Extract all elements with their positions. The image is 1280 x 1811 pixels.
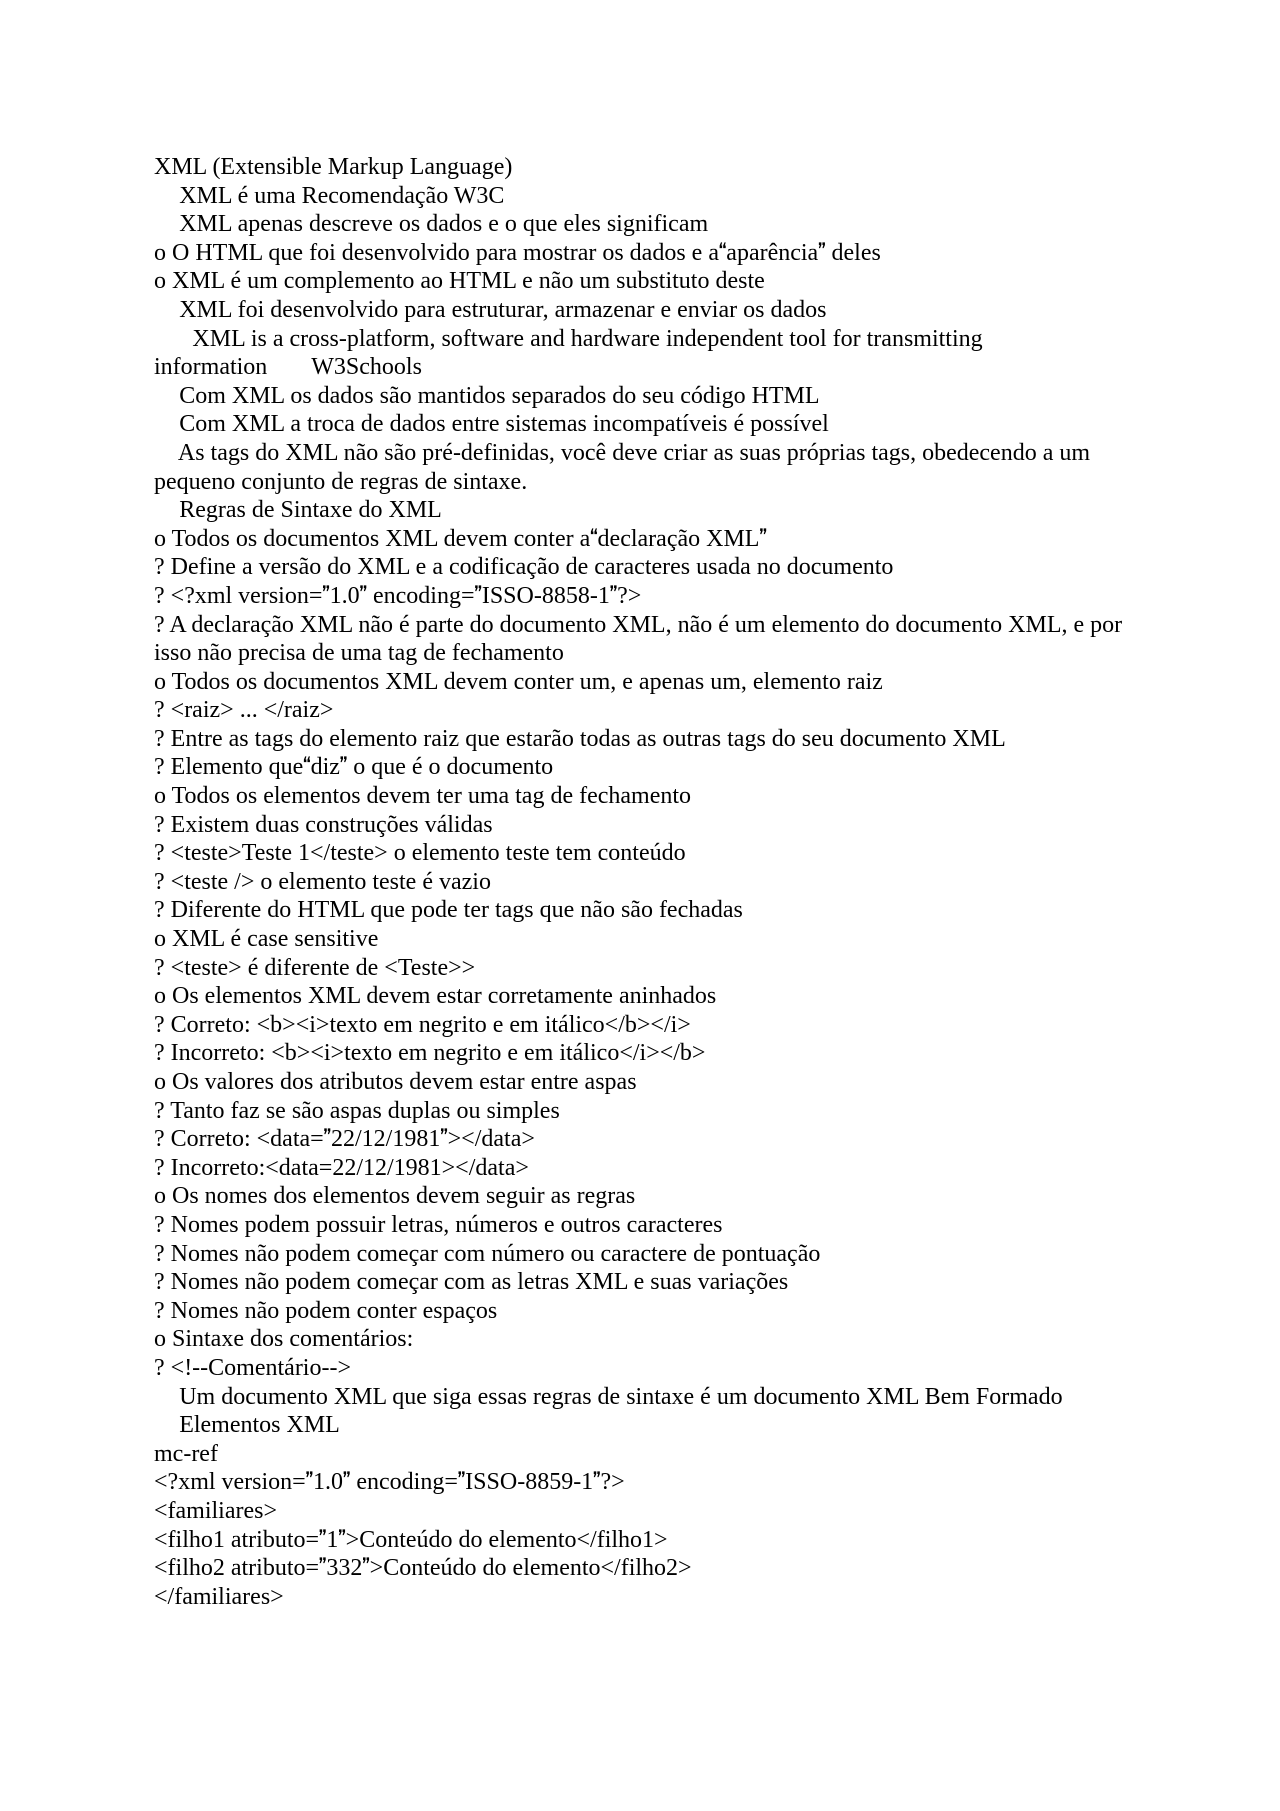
text-line: ? Nomes não podem conter espaços bbox=[154, 1297, 498, 1324]
text-line: ? Define a versão do XML e a codificação de caracteres usada no documento bbox=[154, 554, 894, 581]
text-line: <filho1 atributo=1>Conteúdo do elemento</filho1> bbox=[154, 1526, 668, 1553]
text-line: ? Nomes podem possuir letras, números e outros caracteres bbox=[154, 1211, 723, 1238]
text-line: ? A declaração XML não é parte do documento XML, não é um elemento do documento XML, e por isso não precisa de uma tag de fechamento bbox=[154, 611, 1129, 667]
text-line:  XML foi desenvolvido para estruturar, armazenar e enviar os dados bbox=[154, 296, 827, 323]
text-line: ? Nomes não podem começar com as letras XML e suas variações bbox=[154, 1269, 789, 1296]
text-line: ? <?xml version=1.0 encoding=ISSO-8858-1?> bbox=[154, 582, 642, 609]
text-line: ? Diferente do HTML que pode ter tags que não são fechadas bbox=[154, 897, 743, 924]
text-line: o Os nomes dos elementos devem seguir as regras bbox=[154, 1183, 636, 1210]
text-line: ? <teste> é diferente de <Teste>> bbox=[154, 954, 476, 981]
text-line: o Todos os documentos XML devem conter um, e apenas um, elemento raiz bbox=[154, 668, 883, 695]
text-line: mc-ref bbox=[154, 1440, 218, 1467]
document-page bbox=[154, 153, 1129, 1611]
text-line: o XML é um complemento ao HTML e não um substituto deste bbox=[154, 268, 765, 295]
text-line: ? Incorreto: <b><i>texto em negrito e em itálico</i></b> bbox=[154, 1040, 706, 1067]
text-line:  Regras de Sintaxe do XML bbox=[154, 497, 442, 524]
text-line:  XML apenas descreve os dados e o que eles significam bbox=[154, 211, 709, 238]
text-line: ? Tanto faz se são aspas duplas ou simples bbox=[154, 1097, 560, 1124]
text-line:  As tags do XML não são pré-definidas, você deve criar as suas próprias tags, obedecendo a um pequeno conjunto de regras de sintaxe. bbox=[154, 439, 1097, 495]
text-line: XML (Extensible Markup Language) bbox=[154, 154, 513, 180]
text-line: <filho2 atributo=332>Conteúdo do elemento</filho2> bbox=[154, 1555, 692, 1582]
text-line: ? <raiz> ... </raiz> bbox=[154, 697, 334, 724]
text-line: ? Correto: <b><i>texto em negrito e em itálico</b></i> bbox=[154, 1011, 691, 1038]
text-line:  Um documento XML que siga essas regras de sintaxe é um documento XML Bem Formado bbox=[154, 1383, 1063, 1410]
text-line: ? <!--Comentário--> bbox=[154, 1354, 351, 1381]
text-line:  Elementos XML bbox=[154, 1412, 340, 1439]
text-line: o Todos os elementos devem ter uma tag de fechamento bbox=[154, 783, 692, 810]
text-line:  Com XML os dados são mantidos separados do seu código HTML bbox=[154, 382, 820, 409]
text-line: ? Incorreto:<data=22/12/1981></data> bbox=[154, 1154, 529, 1181]
text-line: ? Correto: <data=22/12/1981></data> bbox=[154, 1126, 535, 1153]
text-line: o Os elementos XML devem estar corretamente aninhados bbox=[154, 983, 717, 1010]
text-line: XML is a cross-platform, software and hardware independent tool for transmitting information W3Schools bbox=[154, 325, 989, 381]
text-line: <familiares> bbox=[154, 1497, 278, 1524]
text-line: ? Existem duas construções válidas bbox=[154, 811, 493, 838]
text-line:  XML é uma Recomendação W3C bbox=[154, 182, 505, 209]
text-line: ? <teste>Teste 1</teste> o elemento teste tem conteúdo bbox=[154, 840, 686, 867]
text-line: o O HTML que foi desenvolvido para mostrar os dados e aaparência deles bbox=[154, 239, 881, 266]
text-line: ? Elemento quediz o que é o documento bbox=[154, 754, 554, 781]
text-line: o XML é case sensitive bbox=[154, 926, 379, 953]
text-line: o Sintaxe dos comentários: bbox=[154, 1326, 414, 1353]
text-line:  Com XML a troca de dados entre sistemas incompatíveis é possível bbox=[154, 411, 829, 438]
text-line: <?xml version=1.0 encoding=ISSO-8859-1?> bbox=[154, 1469, 625, 1496]
text-line: </familiares> bbox=[154, 1583, 284, 1610]
text-line: ? Entre as tags do elemento raiz que estarão todas as outras tags do seu documento XML bbox=[154, 725, 1006, 752]
text-line: o Os valores dos atributos devem estar entre aspas bbox=[154, 1069, 637, 1095]
text-line: ? Nomes não podem começar com número ou caractere de pontuação bbox=[154, 1240, 821, 1267]
text-line: ? <teste /> o elemento teste é vazio bbox=[154, 868, 491, 895]
text-line: o Todos os documentos XML devem conter adeclaração XML bbox=[154, 525, 767, 552]
